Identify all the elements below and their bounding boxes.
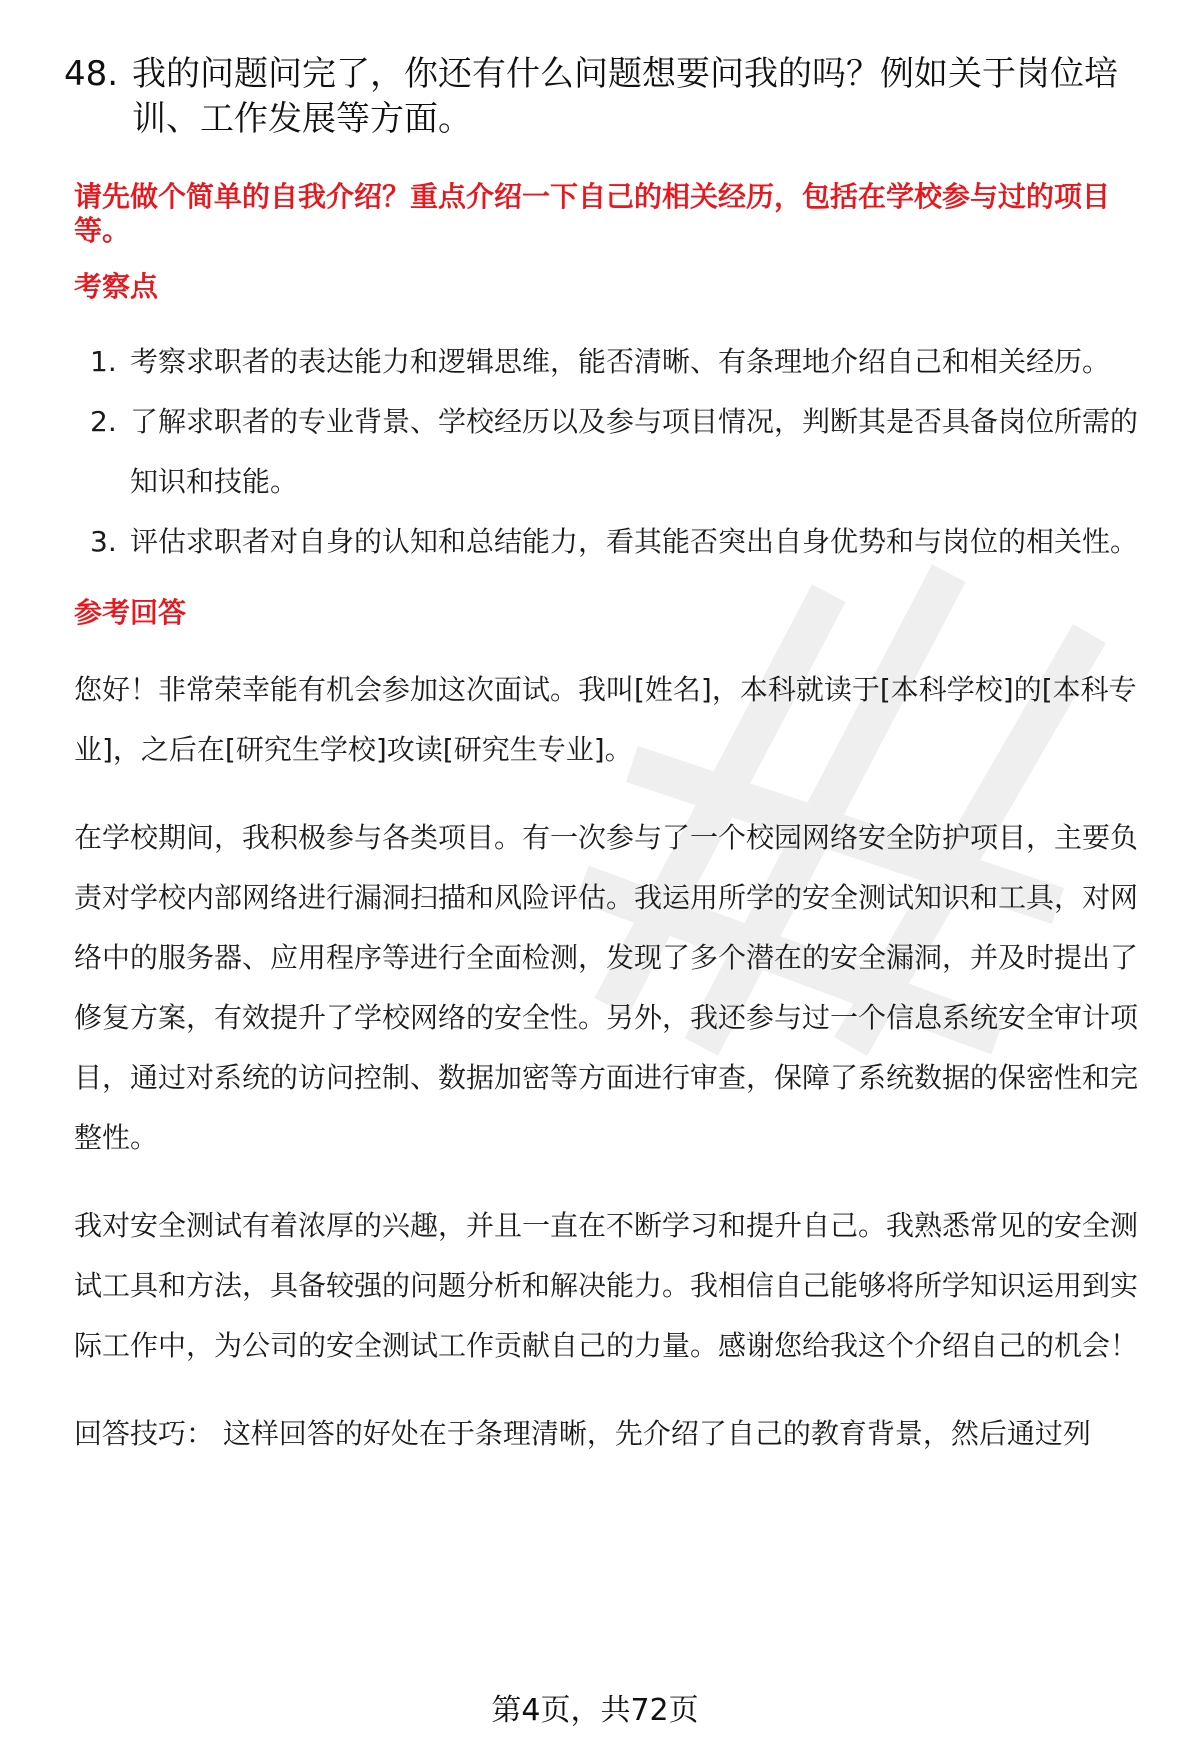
answer-tip: 回答技巧： 这样回答的好处在于条理清晰，先介绍了自己的教育背景，然后通过列 — [74, 1417, 1091, 1450]
list-item-text: 了解求职者的专业背景、学校经历以及参与项目情况，判断其是否具备岗位所需的知识和技能。 — [130, 405, 1139, 498]
section-heading-answer: 参考回答 — [74, 596, 187, 629]
list-item — [74, 332, 1164, 392]
answer-paragraph: 在学校期间，我积极参与各类项目。有一次参与了一个校园网络安全防护项目，主要负责对学校内部网络进行漏洞扫描和风险评估。我运用所学的安全测试知识和工具，对网络中的服务器、应用程序等进行全面检测，发现了多个潜在的安全漏洞，并及时提出了修复方案，有效提升了学校网络的安全性。另外，我还参与过一个信息系统安全审计项目，通过对系统的访问控制、数据加密等方面进行审查，保障了系统数据的保密性和完整性。 — [74, 821, 1139, 1154]
sub-question: 请先做个简单的自我介绍？重点介绍一下自己的相关经历，包括在学校参与过的项目等。 — [74, 180, 1111, 247]
points-list — [74, 332, 1164, 572]
list-item-text: 评估求职者对自身的认知和总结能力，看其能否突出自身优势和与岗位的相关性。 — [130, 525, 1139, 558]
list-item — [74, 392, 1164, 512]
page-footer: 第4页，共72页 — [491, 1693, 699, 1728]
section-heading-points: 考察点 — [74, 270, 159, 303]
question-number: 48. — [64, 54, 119, 94]
document-page — [64, 52, 1164, 1464]
list-item-number: 2. — [90, 405, 117, 438]
answer-paragraph: 我对安全测试有着浓厚的兴趣，并且一直在不断学习和提升自己。我熟悉常见的安全测试工具和方法，具备较强的问题分析和解决能力。我相信自己能够将所学知识运用到实际工作中，为公司的安全测试工作贡献自己的力量。感谢您给我这个介绍自己的机会！ — [74, 1209, 1139, 1362]
list-item-number: 3. — [90, 525, 117, 558]
list-item — [74, 512, 1164, 572]
list-item-text: 考察求职者的表达能力和逻辑思维，能否清晰、有条理地介绍自己和相关经历。 — [130, 345, 1111, 378]
question-heading — [64, 52, 1164, 142]
answer-paragraph: 您好！非常荣幸能有机会参加这次面试。我叫[姓名]，本科就读于[本科学校]的[本科专业]，之后在[研究生学校]攻读[研究生专业]。 — [74, 673, 1137, 766]
list-item-number: 1. — [90, 345, 117, 378]
question-title: 我的问题问完了，你还有什么问题想要问我的吗？例如关于岗位培训、工作发展等方面。 — [132, 54, 1118, 139]
